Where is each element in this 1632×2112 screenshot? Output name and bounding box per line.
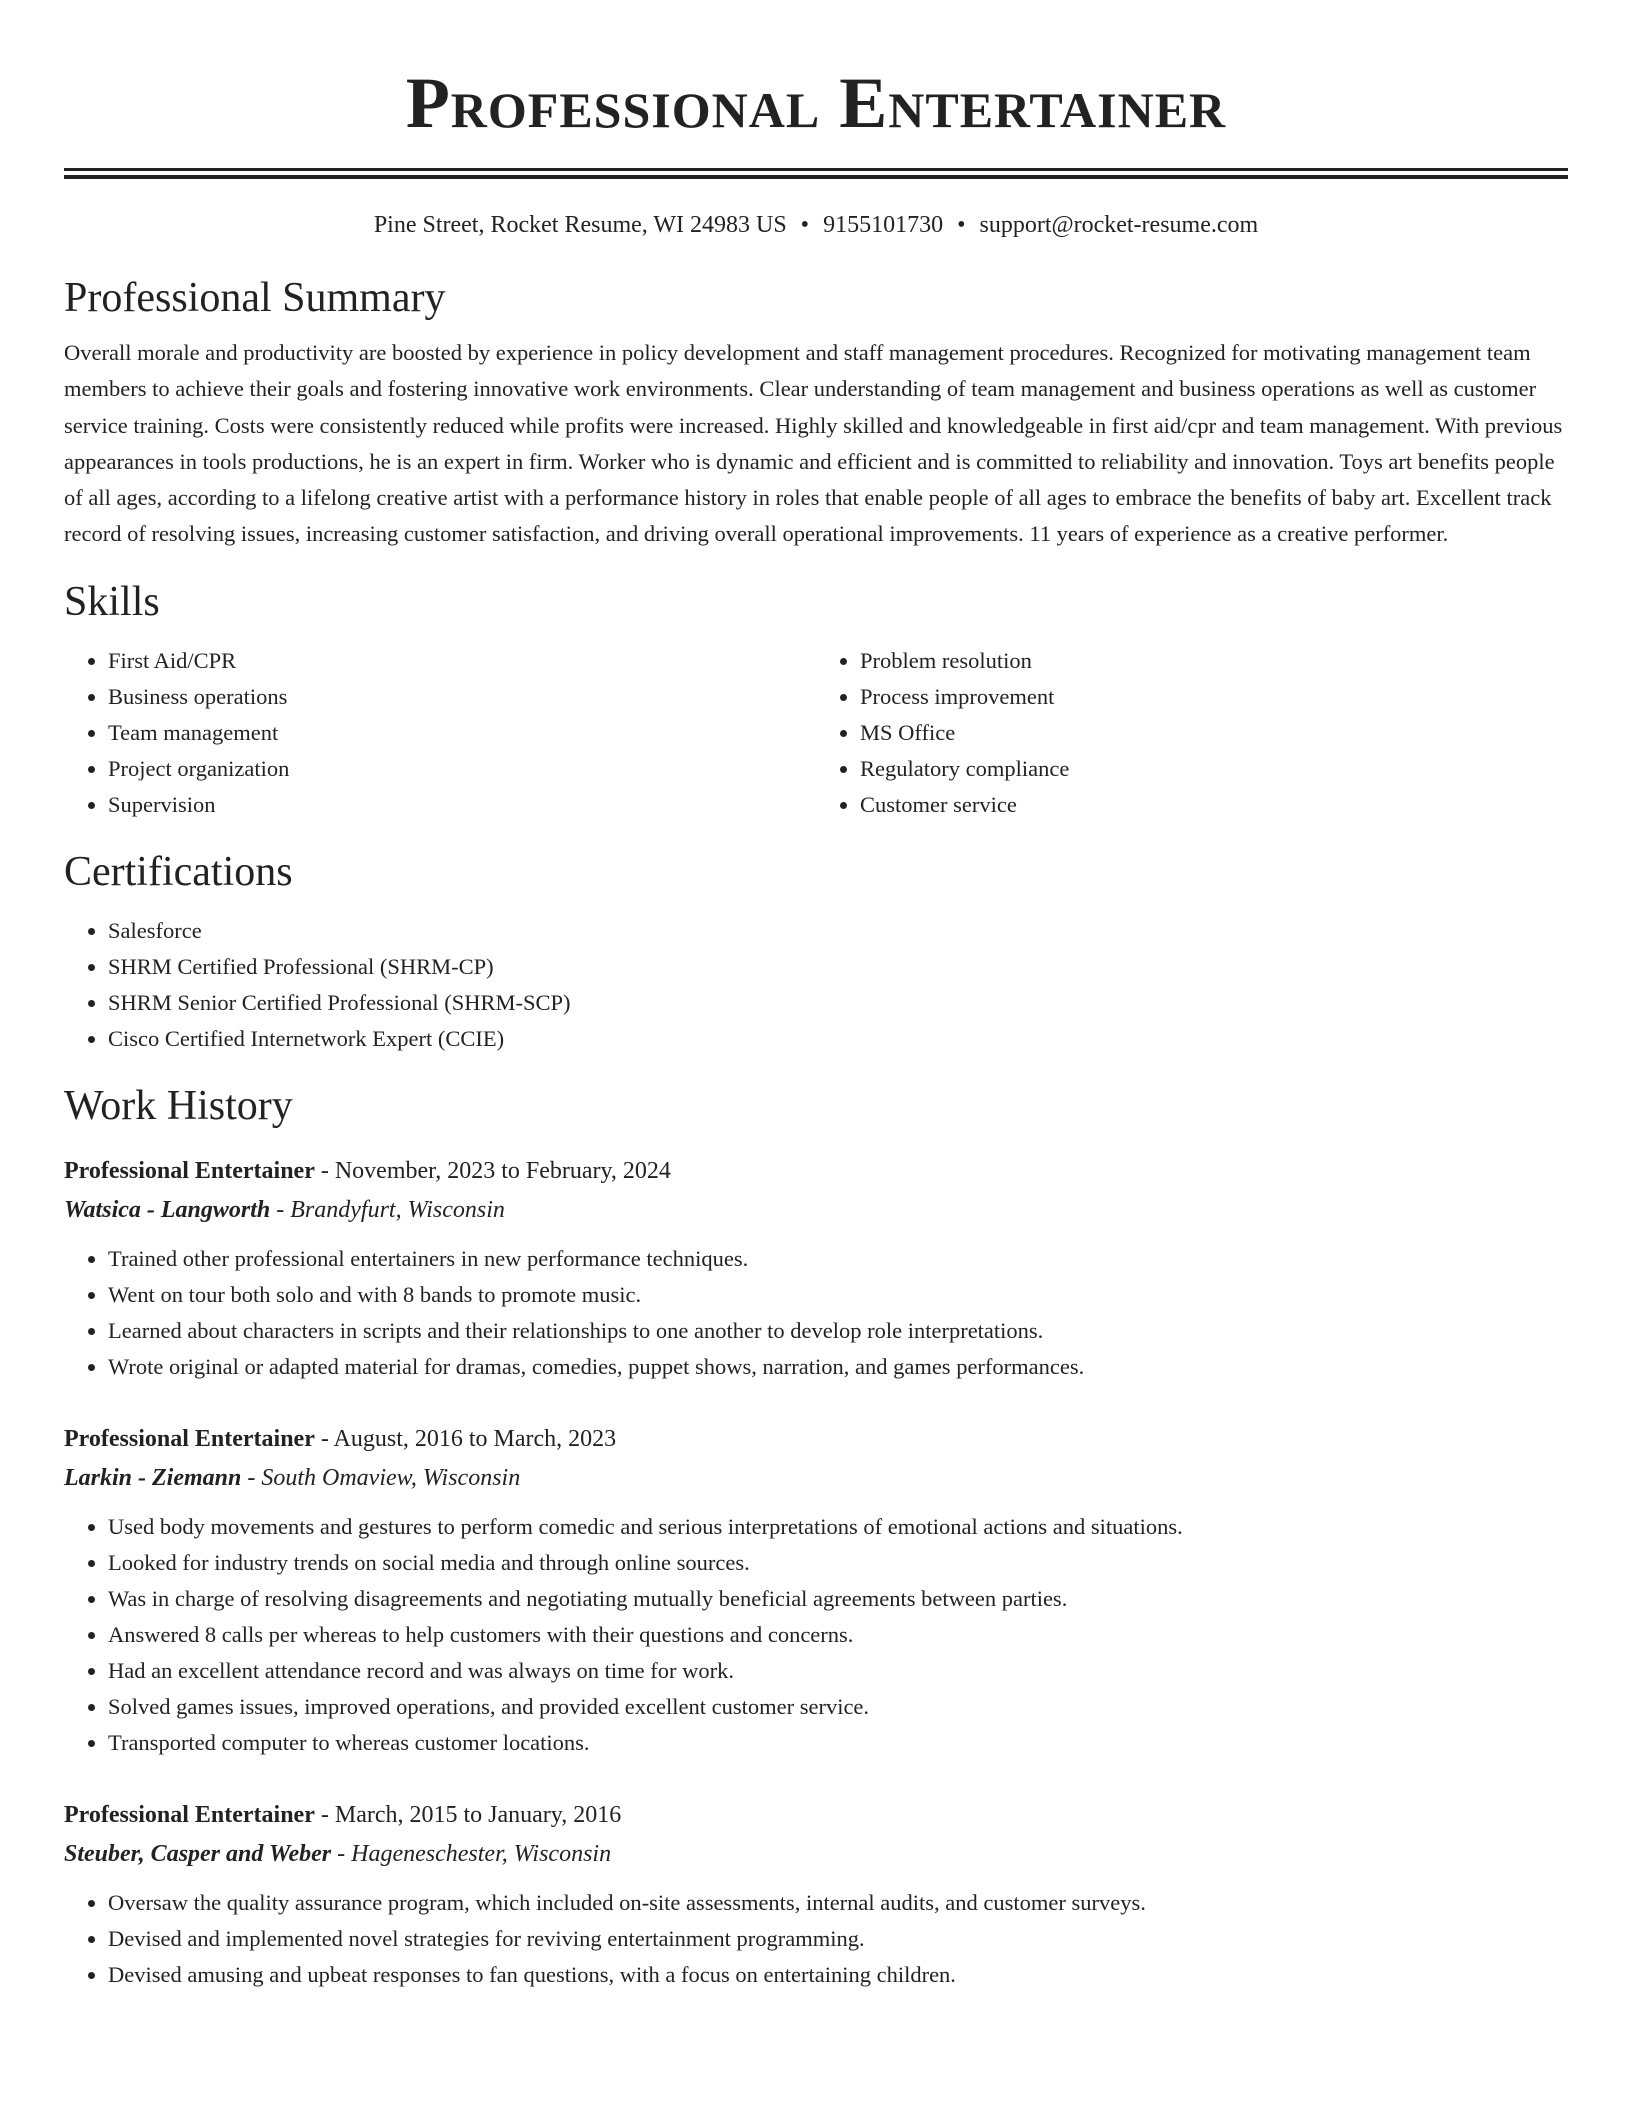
summary-heading: Professional Summary (64, 275, 446, 321)
job-company-line (64, 1835, 1568, 1873)
certification-item: • Cisco Certified Internetwork Expert (CCIE) (108, 1021, 1568, 1057)
job-entry (64, 1419, 1568, 1761)
job-bullet: • Solved games issues, improved operations, and provided excellent customer service. (108, 1689, 1568, 1725)
job-bullets (64, 1885, 1568, 1993)
job-location: - Brandyfurt, Wisconsin (270, 1196, 505, 1223)
job-bullet: • Had an excellent attendance record and was always on time for work. (108, 1653, 1568, 1689)
certification-item: • Salesforce (108, 913, 1568, 949)
job-bullet: • Was in charge of resolving disagreements and negotiating mutually beneficial agreements between parties. (108, 1581, 1568, 1617)
skill-item: • Customer service (860, 787, 1568, 823)
job-bullets (64, 1509, 1568, 1761)
job-bullets (64, 1241, 1568, 1385)
job-bullet: • Transported computer to whereas customer locations. (108, 1725, 1568, 1761)
summary-text: Overall morale and productivity are boosted by experience in policy development and staff management procedures. Recognized for motivating management team members to achieve their goals and fostering innovative work environments. Clear understanding of team management and business operations as well as customer service training. Costs were consistently reduced while profits were increased. Highly skilled and knowledgeable in first aid/cpr and team management. With previous appearances in tools productions, he is an expert in firm. Worker who is dynamic and efficient and is committed to reliability and innovation. Toys art benefits people of all ages, according to a lifelong creative artist with a performance history in roles that enable people of all ages to embrace the benefits of baby art. Excellent track record of resolving issues, increasing customer satisfaction, and driving overall operational improvements. 11 years of experience as a creative performer. (64, 340, 1563, 547)
job-location: - South Omaview, Wisconsin (241, 1464, 521, 1491)
skill-item: • Problem resolution (860, 643, 1568, 679)
skill-item: • Business operations (108, 679, 816, 715)
skills-section (64, 575, 1568, 823)
job-bullet: • Used body movements and gestures to perform comedic and serious interpretations of emotional actions and situations. (108, 1509, 1568, 1545)
job-bullet: • Oversaw the quality assurance program, which included on-site assessments, internal audits, and customer surveys. (108, 1885, 1568, 1921)
skills-list-left (64, 643, 816, 823)
job-company-line (64, 1459, 1568, 1497)
work-history-section (64, 1079, 1568, 1993)
resume-name: Professional Entertainer (405, 63, 1227, 143)
job-title-line (64, 1795, 1568, 1835)
header-divider (64, 168, 1568, 179)
job-title: Professional Entertainer (64, 1801, 315, 1828)
job-bullet: • Wrote original or adapted material for dramas, comedies, puppet shows, narration, and games performances. (108, 1349, 1568, 1385)
work-history-heading: Work History (64, 1082, 293, 1129)
job-bullet: • Learned about characters in scripts and their relationships to one another to develop role interpretations. (108, 1313, 1568, 1349)
skill-item: • First Aid/CPR (108, 643, 816, 679)
skill-item: • MS Office (860, 715, 1568, 751)
job-entry (64, 1151, 1568, 1385)
skill-item: • Process improvement (860, 679, 1568, 715)
contact-separator: • (957, 212, 966, 238)
resume-page (64, 0, 1568, 1993)
certifications-section (64, 845, 1568, 1057)
job-bullet: • Trained other professional entertainers in new performance techniques. (108, 1241, 1568, 1277)
job-bullet: • Devised and implemented novel strategies for reviving entertainment programming. (108, 1921, 1568, 1957)
job-title: Professional Entertainer (64, 1157, 315, 1184)
contact-line (64, 209, 1568, 241)
job-company: Watsica - Langworth (64, 1196, 271, 1223)
job-entry (64, 1795, 1568, 1993)
job-company: Steuber, Casper and Weber (64, 1840, 332, 1867)
contact-phone: 9155101730 (823, 212, 944, 238)
certification-item: • SHRM Certified Professional (SHRM-CP) (108, 949, 1568, 985)
skills-list-right (816, 643, 1568, 823)
skills-heading: Skills (64, 578, 160, 625)
job-location: - Hageneschester, Wisconsin (331, 1840, 612, 1867)
skills-grid (64, 643, 1568, 823)
job-bullet: • Looked for industry trends on social media and through online sources. (108, 1545, 1568, 1581)
job-company: Larkin - Ziemann (64, 1464, 242, 1491)
skill-item: • Regulatory compliance (860, 751, 1568, 787)
contact-address: Pine Street, Rocket Resume, WI 24983 US (373, 212, 787, 238)
skill-item: • Project organization (108, 751, 816, 787)
job-bullet: • Went on tour both solo and with 8 bands to promote music. (108, 1277, 1568, 1313)
certifications-heading: Certifications (64, 848, 293, 895)
certification-item: • SHRM Senior Certified Professional (SHRM-SCP) (108, 985, 1568, 1021)
contact-separator: • (800, 212, 810, 238)
skill-item: • Supervision (108, 787, 816, 823)
job-bullet: • Devised amusing and upbeat responses to fan questions, with a focus on entertaining children. (108, 1957, 1568, 1993)
job-title-line (64, 1151, 1568, 1191)
job-dates: - March, 2015 to January, 2016 (314, 1801, 622, 1828)
job-title-line (64, 1419, 1568, 1459)
summary-section (64, 271, 1568, 553)
skill-item: • Team management (108, 715, 816, 751)
contact-email: support@rocket-resume.com (979, 212, 1259, 238)
job-bullet: • Answered 8 calls per whereas to help customers with their questions and concerns. (108, 1617, 1568, 1653)
certifications-list (64, 913, 1568, 1057)
job-title: Professional Entertainer (64, 1425, 315, 1452)
job-company-line (64, 1191, 1568, 1229)
job-dates: - November, 2023 to February, 2024 (314, 1157, 671, 1184)
job-dates: - August, 2016 to March, 2023 (314, 1425, 617, 1452)
